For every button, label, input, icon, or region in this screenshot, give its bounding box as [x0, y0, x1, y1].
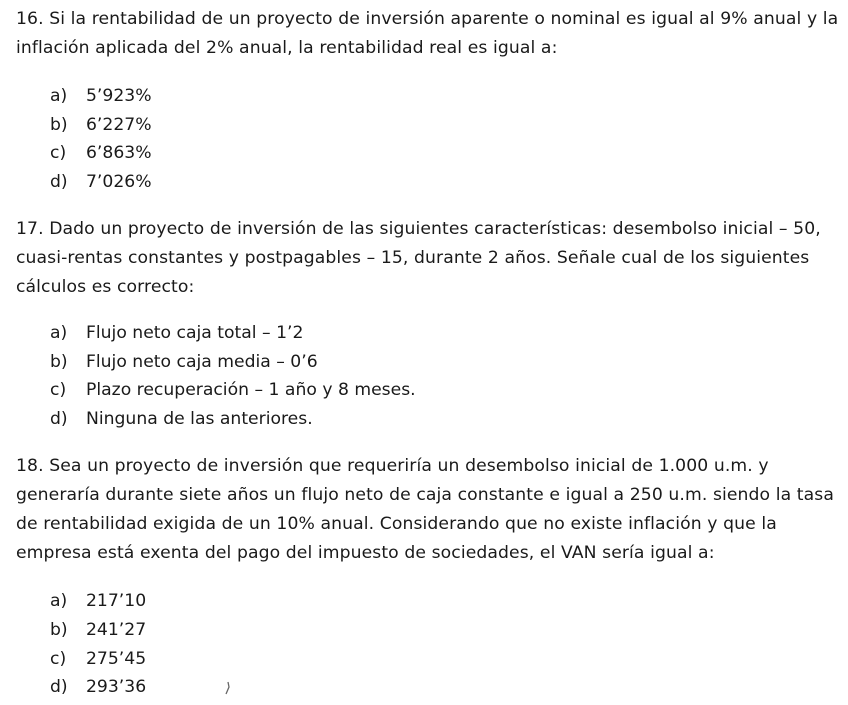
option-text: 6’863% [86, 143, 152, 163]
option-letter: a) [50, 591, 68, 611]
option-letter: c) [50, 143, 67, 163]
question-16-text: 16. Si la rentabilidad de un proyecto de inversión aparente o nominal es igual al 9% anual y la inflación aplicada del 2% anual, la rentabilidad real es igual a: [16, 9, 839, 58]
option-text: Flujo neto caja media – 0’6 [86, 352, 318, 372]
option-text: Plazo recuperación – 1 año y 8 meses. [86, 380, 416, 400]
option-text: 217’10 [86, 591, 147, 611]
option-letter: b) [50, 352, 68, 372]
option-text: 241’27 [86, 620, 147, 640]
option-letter: a) [50, 86, 68, 106]
option-letter: d) [50, 409, 68, 429]
question-18-option-d [50, 673, 146, 702]
option-text: Ninguna de las anteriores. [86, 409, 313, 429]
question-16-option-a [50, 82, 152, 111]
option-letter: a) [50, 323, 68, 343]
option-text: 293’36 [86, 677, 147, 697]
question-17-option-a [50, 319, 303, 348]
question-16-option-c [50, 139, 152, 168]
option-text: 7’026% [86, 172, 152, 192]
question-18-option-c [50, 645, 146, 674]
question-18-text: 18. Sea un proyecto de inversión que requeriría un desembolso inicial de 1.000 u.m. y generaría durante siete años un flujo neto de caja constante e igual a 250 u.m. siendo la tasa de rentabilidad exigida de un 10% anual. Considerando que no existe inflación y que la empresa está exenta del pago del impuesto de sociedades, el VAN sería igual a: [16, 456, 834, 563]
question-17-option-d [50, 405, 313, 434]
option-letter: d) [50, 172, 68, 192]
option-text: 6’227% [86, 115, 152, 135]
question-17-option-c [50, 376, 416, 405]
option-text: 275’45 [86, 649, 147, 669]
option-letter: d) [50, 677, 68, 697]
question-17-option-b [50, 348, 318, 377]
option-letter: c) [50, 380, 67, 400]
question-16-option-d [50, 168, 152, 197]
question-18-option-a [50, 587, 146, 616]
option-letter: c) [50, 649, 67, 669]
option-text: 5’923% [86, 86, 152, 106]
option-letter: b) [50, 620, 68, 640]
question-18-option-b [50, 616, 146, 645]
option-text: Flujo neto caja total – 1’2 [86, 323, 304, 343]
stray-pen-mark [222, 680, 232, 696]
question-16-option-b [50, 111, 152, 140]
option-letter: b) [50, 115, 68, 135]
question-17-text: 17. Dado un proyecto de inversión de las siguientes características: desembolso inicial – 50, cuasi-rentas constantes y postpagables – 15, durante 2 años. Señale cual de los siguientes cálculos es correcto: [16, 219, 821, 297]
